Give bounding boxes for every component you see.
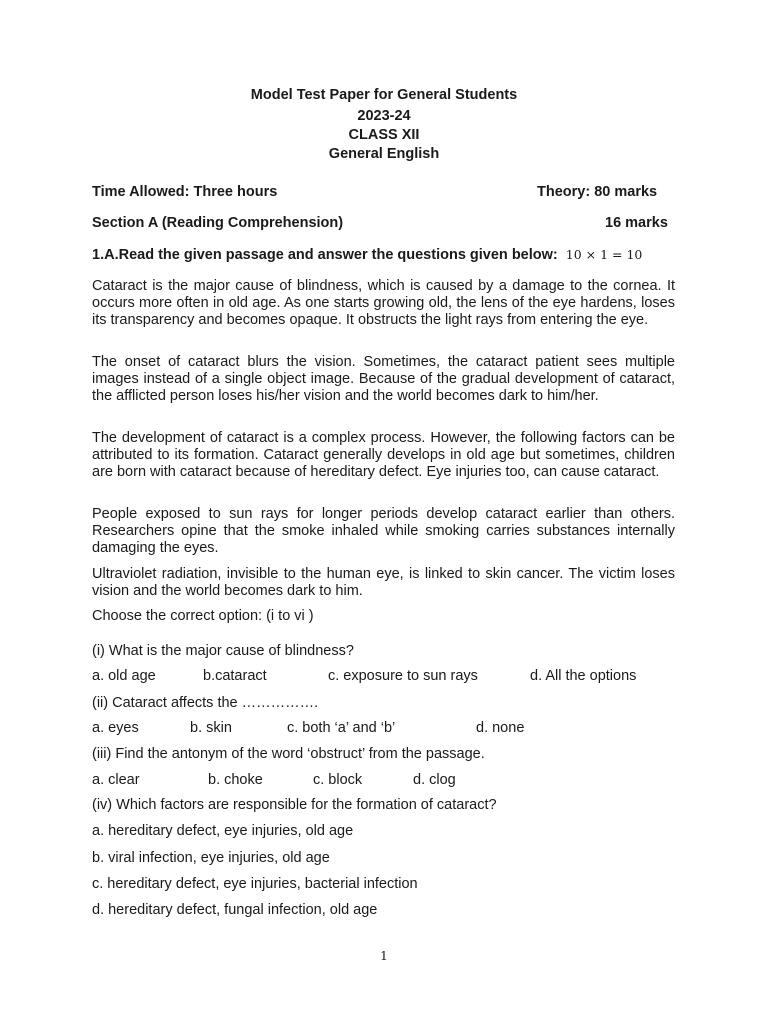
paper-subject: General English — [328, 146, 440, 162]
question-text: (ii) Cataract affects the ……………. — [92, 695, 319, 711]
paper-year: 2023-24 — [357, 108, 411, 124]
section-marks: 16 marks — [605, 215, 668, 231]
option: a. eyes — [92, 720, 139, 736]
option: a. hereditary defect, eye injuries, old age — [92, 823, 354, 839]
option: c. block — [313, 772, 363, 788]
option: b. choke — [208, 772, 263, 788]
option: d. clog — [413, 772, 456, 788]
option: c. hereditary defect, eye injuries, bacterial infection — [92, 876, 418, 892]
option: b. viral infection, eye injuries, old age — [92, 850, 330, 866]
passage-paragraph: Ultraviolet radiation, invisible to the human eye, is linked to skin cancer. The victim loses vision and the world becomes dark to him. — [92, 566, 675, 599]
question-heading-text: 1.A.Read the given passage and answer the questions given below: — [92, 247, 558, 263]
option: d. All the options — [530, 668, 637, 684]
option: c. both ‘a’ and ‘b’ — [287, 720, 396, 736]
paper-title: Model Test Paper for General Students — [250, 87, 518, 103]
option: d. none — [476, 720, 525, 736]
question-text: (iv) Which factors are responsible for the formation of cataract? — [92, 797, 497, 813]
section-heading: Section A (Reading Comprehension) — [92, 215, 344, 231]
option: a. clear — [92, 772, 140, 788]
question-text: (iii) Find the antonym of the word ‘obstruct’ from the passage. — [92, 746, 485, 762]
passage-paragraph: The onset of cataract blurs the vision. Sometimes, the cataract patient sees multiple images instead of a single object image. Because of the gradual development of cataract, the afflicted person loses his/her vision and the world becomes dark to him/her. — [92, 354, 675, 404]
passage-paragraph: Cataract is the major cause of blindness, which is caused by a damage to the cornea. It occurs more often in old age. As one starts growing old, the lens of the eye hardens, loses its transparency and becomes opaque. It obstructs the light rays from entering the eye. — [92, 278, 675, 328]
page-number: 1 — [380, 949, 388, 963]
question-heading — [92, 247, 642, 263]
marks-formula: 10 × 1 = 10 — [565, 247, 643, 262]
option: a. old age — [92, 668, 156, 684]
option: b.cataract — [203, 668, 267, 684]
time-allowed: Time Allowed: Three hours — [92, 184, 278, 200]
option: d. hereditary defect, fungal infection, old age — [92, 902, 378, 918]
option: b. skin — [190, 720, 232, 736]
paper-class: CLASS XII — [348, 127, 420, 143]
option: c. exposure to sun rays — [328, 668, 478, 684]
passage-paragraph: People exposed to sun rays for longer periods develop cataract earlier than others. Researchers opine that the smoke inhaled while smoking carries substances internally damaging the eyes. — [92, 506, 675, 556]
theory-marks: Theory: 80 marks — [537, 184, 658, 200]
question-text: (i) What is the major cause of blindness? — [92, 643, 354, 659]
passage-paragraph: The development of cataract is a complex process. However, the following factors can be attributed to its formation. Cataract generally develops in old age but sometimes, children are born with cataract because of hereditary defect. Eye injuries too, can cause cataract. — [92, 430, 675, 480]
instruction: Choose the correct option: (i to vi ) — [92, 608, 314, 624]
